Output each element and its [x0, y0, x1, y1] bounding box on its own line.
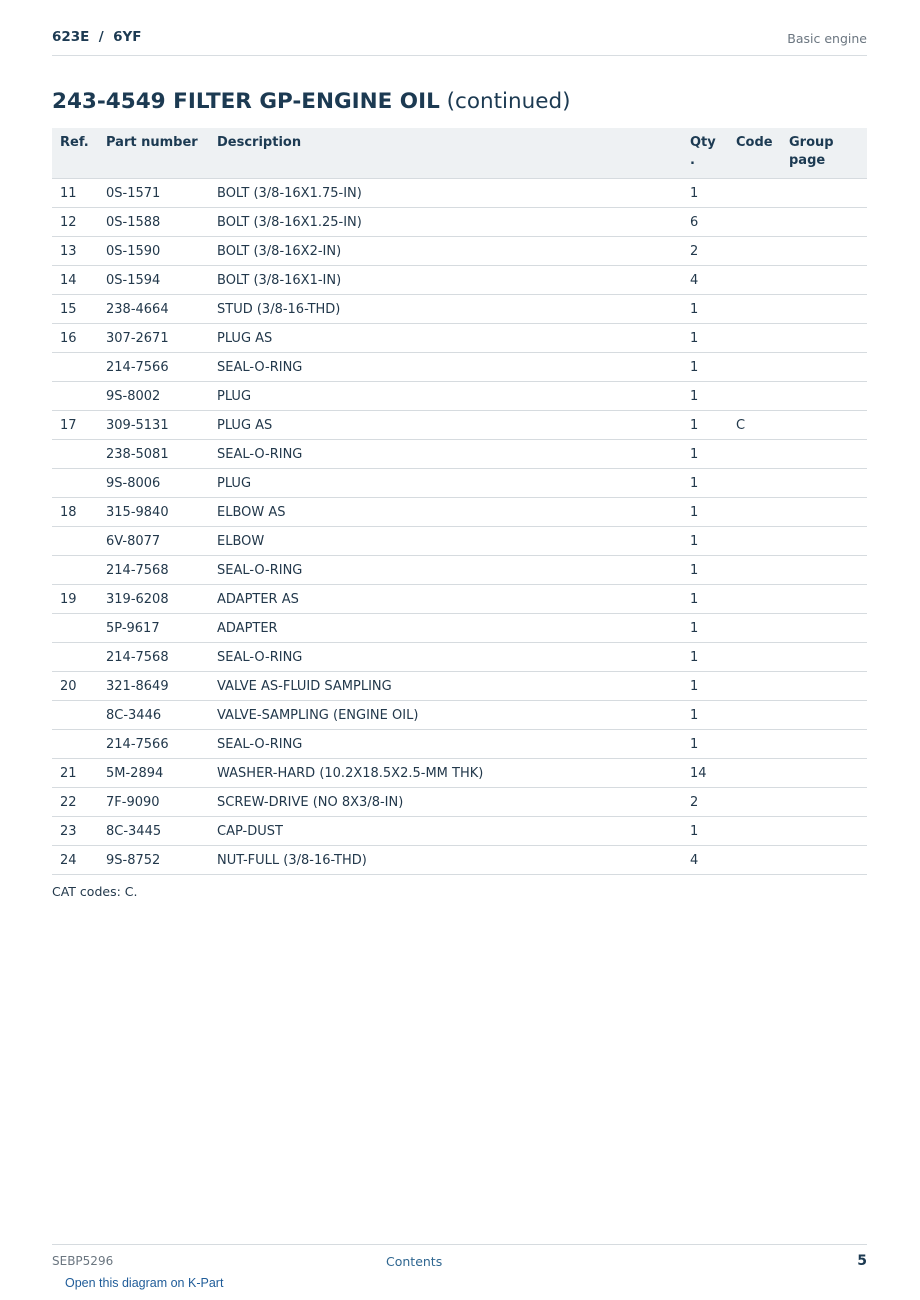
cell-ref: 15	[52, 295, 98, 324]
cell-code	[728, 353, 781, 382]
table-row	[52, 643, 867, 672]
cell-description: VALVE-SAMPLING (ENGINE OIL)	[209, 701, 682, 730]
cell-description: SEAL-O-RING	[209, 556, 682, 585]
col-header-qty: Qty .	[682, 128, 728, 179]
cell-qty: 1	[682, 585, 728, 614]
cell-ref: 13	[52, 237, 98, 266]
table-row	[52, 817, 867, 846]
col-header-ref: Ref.	[52, 128, 98, 179]
cell-code	[728, 643, 781, 672]
cell-ref	[52, 730, 98, 759]
cell-ref: 21	[52, 759, 98, 788]
cell-ref	[52, 382, 98, 411]
cell-part-number: 214-7568	[98, 643, 209, 672]
cell-code	[728, 701, 781, 730]
page-footer	[52, 1244, 867, 1275]
cell-group-page	[781, 353, 867, 382]
cell-code	[728, 295, 781, 324]
cell-qty: 14	[682, 759, 728, 788]
cell-part-number: 0S-1590	[98, 237, 209, 266]
cell-group-page	[781, 498, 867, 527]
cell-ref	[52, 469, 98, 498]
cell-ref	[52, 643, 98, 672]
cell-part-number: 5P-9617	[98, 614, 209, 643]
cell-description: PLUG	[209, 382, 682, 411]
table-header-row	[52, 128, 867, 179]
cell-description: BOLT (3/8-16X2-IN)	[209, 237, 682, 266]
cell-qty: 1	[682, 672, 728, 701]
cell-description: NUT-FULL (3/8-16-THD)	[209, 846, 682, 875]
table-row	[52, 672, 867, 701]
table-row	[52, 179, 867, 208]
cell-qty: 1	[682, 643, 728, 672]
cell-ref: 14	[52, 266, 98, 295]
cell-code	[728, 672, 781, 701]
cell-group-page	[781, 614, 867, 643]
cell-description: BOLT (3/8-16X1-IN)	[209, 266, 682, 295]
table-row	[52, 585, 867, 614]
cell-code: C	[728, 411, 781, 440]
table-row	[52, 846, 867, 875]
cell-ref: 22	[52, 788, 98, 817]
cell-code	[728, 179, 781, 208]
cell-qty: 1	[682, 614, 728, 643]
cell-group-page	[781, 846, 867, 875]
model-label: 623E / 6YF	[52, 29, 142, 45]
cell-ref	[52, 353, 98, 382]
cell-description: ADAPTER	[209, 614, 682, 643]
col-header-group-page: Group page	[781, 128, 867, 179]
cell-code	[728, 730, 781, 759]
cell-qty: 1	[682, 324, 728, 353]
cell-group-page	[781, 672, 867, 701]
table-row	[52, 469, 867, 498]
cell-code	[728, 237, 781, 266]
cell-code	[728, 469, 781, 498]
cell-code	[728, 759, 781, 788]
cell-description: ELBOW	[209, 527, 682, 556]
table-row	[52, 614, 867, 643]
cell-ref: 17	[52, 411, 98, 440]
cell-qty: 1	[682, 527, 728, 556]
parts-table	[52, 128, 867, 875]
cell-group-page	[781, 730, 867, 759]
cell-ref: 23	[52, 817, 98, 846]
table-row	[52, 788, 867, 817]
cell-description: PLUG	[209, 469, 682, 498]
cell-group-page	[781, 585, 867, 614]
cell-description: BOLT (3/8-16X1.75-IN)	[209, 179, 682, 208]
cell-qty: 4	[682, 846, 728, 875]
table-row	[52, 266, 867, 295]
page-number: 5	[857, 1253, 867, 1269]
cell-group-page	[781, 440, 867, 469]
cell-part-number: 9S-8002	[98, 382, 209, 411]
cell-description: SCREW-DRIVE (NO 8X3/8-IN)	[209, 788, 682, 817]
cell-part-number: 8C-3446	[98, 701, 209, 730]
cell-part-number: 0S-1571	[98, 179, 209, 208]
cell-code	[728, 556, 781, 585]
cell-code	[728, 527, 781, 556]
cell-description: ELBOW AS	[209, 498, 682, 527]
cell-group-page	[781, 701, 867, 730]
col-header-part-number: Part number	[98, 128, 209, 179]
cell-ref: 16	[52, 324, 98, 353]
table-row	[52, 527, 867, 556]
cell-description: SEAL-O-RING	[209, 440, 682, 469]
cell-description: BOLT (3/8-16X1.25-IN)	[209, 208, 682, 237]
table-row	[52, 498, 867, 527]
cell-ref: 24	[52, 846, 98, 875]
table-row	[52, 759, 867, 788]
cell-qty: 6	[682, 208, 728, 237]
cell-group-page	[781, 324, 867, 353]
cell-qty: 1	[682, 353, 728, 382]
title-group-name: 243-4549 FILTER GP-ENGINE OIL	[52, 89, 440, 114]
section-label: Basic engine	[787, 31, 867, 46]
cell-code	[728, 817, 781, 846]
cell-group-page	[781, 295, 867, 324]
cell-group-page	[781, 382, 867, 411]
table-row	[52, 324, 867, 353]
cat-codes-note: CAT codes: C.	[52, 884, 138, 899]
cell-qty: 2	[682, 788, 728, 817]
cell-qty: 1	[682, 556, 728, 585]
cell-part-number: 309-5131	[98, 411, 209, 440]
page-title	[52, 89, 571, 114]
cell-qty: 4	[682, 266, 728, 295]
cell-code	[728, 440, 781, 469]
cell-part-number: 7F-9090	[98, 788, 209, 817]
cell-part-number: 214-7566	[98, 730, 209, 759]
cell-description: SEAL-O-RING	[209, 353, 682, 382]
cell-qty: 1	[682, 179, 728, 208]
cell-qty: 1	[682, 411, 728, 440]
cell-qty: 1	[682, 295, 728, 324]
cell-qty: 1	[682, 701, 728, 730]
col-header-code: Code	[728, 128, 781, 179]
cell-description: CAP-DUST	[209, 817, 682, 846]
cell-qty: 1	[682, 440, 728, 469]
cell-ref	[52, 556, 98, 585]
cell-group-page	[781, 643, 867, 672]
cell-group-page	[781, 266, 867, 295]
table-row	[52, 382, 867, 411]
cell-part-number: 321-8649	[98, 672, 209, 701]
cell-code	[728, 498, 781, 527]
cell-part-number: 0S-1594	[98, 266, 209, 295]
cell-group-page	[781, 208, 867, 237]
kpart-diagram-link[interactable]: Open this diagram on K-Part	[65, 1276, 224, 1290]
table-row	[52, 353, 867, 382]
cell-part-number: 307-2671	[98, 324, 209, 353]
cell-ref: 18	[52, 498, 98, 527]
cell-group-page	[781, 788, 867, 817]
cell-code	[728, 382, 781, 411]
title-suffix: (continued)	[446, 89, 571, 114]
cell-part-number: 0S-1588	[98, 208, 209, 237]
cell-qty: 1	[682, 730, 728, 759]
cell-part-number: 238-5081	[98, 440, 209, 469]
cell-group-page	[781, 411, 867, 440]
cell-qty: 1	[682, 382, 728, 411]
cell-description: WASHER-HARD (10.2X18.5X2.5-MM THK)	[209, 759, 682, 788]
cell-group-page	[781, 817, 867, 846]
cell-part-number: 214-7566	[98, 353, 209, 382]
cell-ref: 20	[52, 672, 98, 701]
table-row	[52, 208, 867, 237]
cell-part-number: 319-6208	[98, 585, 209, 614]
cell-ref	[52, 614, 98, 643]
cell-description: SEAL-O-RING	[209, 730, 682, 759]
cell-part-number: 6V-8077	[98, 527, 209, 556]
cell-part-number: 5M-2894	[98, 759, 209, 788]
cell-code	[728, 208, 781, 237]
cell-group-page	[781, 237, 867, 266]
cell-ref: 12	[52, 208, 98, 237]
cell-ref	[52, 527, 98, 556]
table-row	[52, 701, 867, 730]
cell-code	[728, 266, 781, 295]
cell-part-number: 9S-8752	[98, 846, 209, 875]
cell-ref	[52, 701, 98, 730]
cell-code	[728, 846, 781, 875]
table-row	[52, 295, 867, 324]
cell-part-number: 214-7568	[98, 556, 209, 585]
cell-description: PLUG AS	[209, 324, 682, 353]
parts-table-body	[52, 179, 867, 875]
table-row	[52, 556, 867, 585]
cell-code	[728, 585, 781, 614]
cell-description: STUD (3/8-16-THD)	[209, 295, 682, 324]
col-header-description: Description	[209, 128, 682, 179]
cell-group-page	[781, 469, 867, 498]
document-id: SEBP5296	[52, 1254, 114, 1268]
table-row	[52, 440, 867, 469]
table-row	[52, 237, 867, 266]
cell-code	[728, 788, 781, 817]
cell-code	[728, 614, 781, 643]
cell-qty: 1	[682, 498, 728, 527]
cell-group-page	[781, 759, 867, 788]
cell-description: ADAPTER AS	[209, 585, 682, 614]
cell-part-number: 315-9840	[98, 498, 209, 527]
cell-description: VALVE AS-FLUID SAMPLING	[209, 672, 682, 701]
table-row	[52, 411, 867, 440]
cell-description: SEAL-O-RING	[209, 643, 682, 672]
cell-ref: 11	[52, 179, 98, 208]
table-row	[52, 730, 867, 759]
cell-part-number: 238-4664	[98, 295, 209, 324]
cell-part-number: 9S-8006	[98, 469, 209, 498]
cell-code	[728, 324, 781, 353]
cell-qty: 2	[682, 237, 728, 266]
contents-link[interactable]: Contents	[386, 1254, 443, 1269]
cell-group-page	[781, 556, 867, 585]
cell-ref	[52, 440, 98, 469]
page-header	[52, 28, 867, 56]
cell-qty: 1	[682, 817, 728, 846]
cell-ref: 19	[52, 585, 98, 614]
cell-description: PLUG AS	[209, 411, 682, 440]
cell-qty: 1	[682, 469, 728, 498]
cell-part-number: 8C-3445	[98, 817, 209, 846]
cell-group-page	[781, 527, 867, 556]
cell-group-page	[781, 179, 867, 208]
